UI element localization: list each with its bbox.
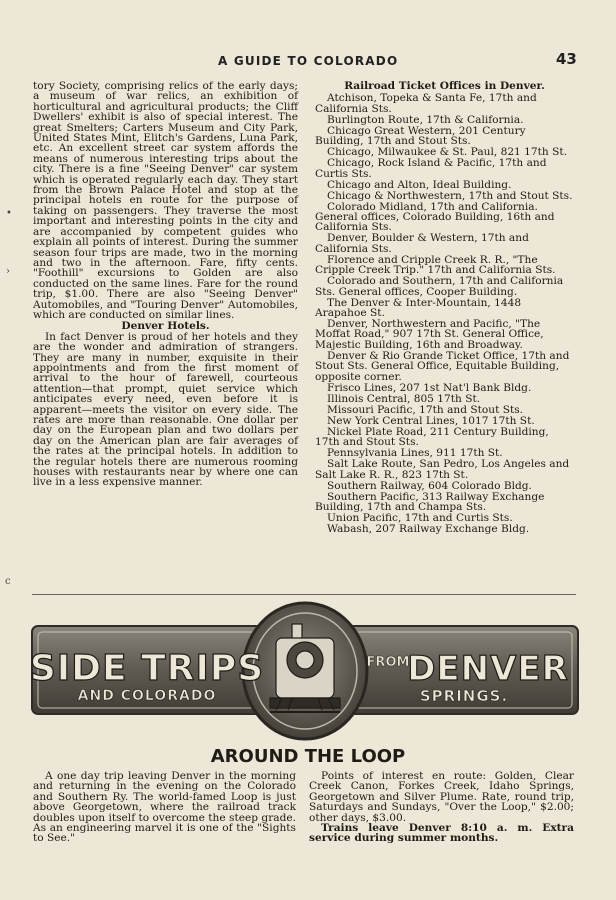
ticket-office-entry: Atchison, Topeka & Santa Fe, 17th and California Sts.: [315, 92, 537, 115]
ticket-office-entry: Salt Lake Route, San Pedro, Los Angeles and Salt Lake R. R., 823 17th St.: [315, 458, 570, 481]
banner-left-sub: AND COLORADO: [77, 688, 217, 704]
ticket-office-entry: Southern Railway, 604 Colorado Bldg.: [327, 479, 532, 492]
ticket-office-entry: Chicago Great Western, 201 Century Building, 17th and Stout Sts.: [315, 124, 526, 148]
right-column: [315, 81, 574, 535]
ticket-office-entry: Chicago and Alton, Ideal Building.: [327, 178, 512, 191]
ticket-office-entry: The Denver & Inter-Mountain, 1448 Arapahoe St.: [315, 296, 522, 320]
margin-mark: c: [5, 576, 11, 587]
ticket-office-entry: Denver, Northwestern and Pacific, "The Moffat Road," 907 17th St. General Office, Majestic Building, 16th and Broadway.: [315, 318, 544, 351]
loop-description: A one day trip leaving Denver in the morning and returning in the evening on the Colorado and Southern Ry. The world-famed Loop is just above Georgetown, where the railroad track doubles upon itself to overcome the steep grade. As an engineering marvel it is one of the "Sights to See.": [33, 770, 296, 845]
around-the-loop-title: AROUND THE LOOP: [210, 746, 406, 767]
ticket-office-entry: Chicago, Rock Island & Pacific, 17th and Curtis Sts.: [315, 157, 547, 180]
left-column: [33, 81, 298, 488]
loop-points-of-interest: Points of interest en route: Golden, Clear Creek Canon, Forkes Creek, Idaho Springs, Georgetown and Silver Plume. Rate, round trip, Saturdays and Sundays, "Over the Loop," $2.00; other days, $3.00.: [309, 770, 574, 824]
ticket-office-entry: Wabash, 207 Railway Exchange Bldg.: [327, 522, 530, 535]
loop-train-schedule: Trains leave Denver 8:10 a. m. Extra service during summer months.: [309, 822, 574, 845]
ticket-office-entry: Chicago & Northwestern, 17th and Stout Sts.: [327, 189, 573, 202]
intro-paragraph: tory Society, comprising relics of the early days; a museum of war relics, an exhibition of horticultural and agricultural products; the Cliff Dwellers' exhibit is also of special interest. The great Smelters; Carters Museum and City Park, United States Mint, Elitch's Gardens, Luna Park, etc. An excellent street car system affords the means of numerous interesting trips about the city. There is a fine "Seeing Denver" car system which is operated regularly each day. They start from the Brown Palace Hotel and stop at the principal hotels en route for the purpose of taking on passengers. They traverse the most important and interesting points in the city and are accompanied by competent guides who explain all points of interest. During the summer season four trips are made, two in the morning and two in the afternoon. Fare, fifty cents. "Foothill" excursions to Golden are also conducted on the same lines. Fare for the round trip, $1.00. There are also "Seeing Denver" Automobiles, and "Touring Denver" Automobiles, which are conducted on similar lines.: [33, 80, 298, 321]
ticket-office-entry: Southern Pacific, 313 Railway Exchange Building, 17th and Champa Sts.: [315, 490, 545, 513]
ticket-office-entry: Florence and Cripple Creek R. R., "The Cripple Creek Trip." 17th and California Sts.: [315, 253, 556, 277]
ticket-office-entry: Pennsylvania Lines, 911 17th St.: [327, 447, 503, 460]
hotels-paragraph: In fact Denver is proud of her hotels and they are the wonder and admiration of strangers. They are many in number, exquisite in their appointments and from the first moment of arrival to the hour of farewell, courteous attention—that prompt, quiet service which anticipates every need, even before it is apparent—meets the visitor on every side. The rates are more than reasonable. One dollar per day on the European plan and two dollars per day on the American plan are fair averages of the rates at the principal hotels. In addition to the regular hotels there are numerous rooming houses with restaurants near by where one can live in a less expensive manner.: [33, 330, 298, 489]
ticket-office-entry: Denver & Rio Grande Ticket Office, 17th and Stout Sts. General Office, Equitable Building, opposite corner.: [315, 349, 570, 383]
ticket-offices-heading: Railroad Ticket Offices in Denver.: [344, 80, 545, 92]
locomotive-headlamp: [296, 651, 314, 669]
margin-mark: ›: [6, 266, 10, 277]
loop-left-column: [33, 771, 296, 844]
ticket-office-entry: Denver, Boulder & Western, 17th and California Sts.: [315, 232, 529, 255]
banner-right-sub: SPRINGS.: [419, 687, 509, 705]
banner-right-main: DENVER: [407, 649, 569, 689]
banner-right-prefix: FROM: [366, 655, 410, 670]
ticket-office-entry: Union Pacific, 17th and Curtis Sts.: [327, 511, 513, 524]
hotels-heading: Denver Hotels.: [121, 320, 210, 333]
ticket-office-entry: Burlington Route, 17th & California.: [327, 113, 524, 126]
ticket-office-entry: New York Central Lines, 1017 17th St.: [327, 414, 535, 427]
ticket-office-entry: Illinois Central, 805 17th St.: [327, 392, 481, 405]
ticket-office-entry: Missouri Pacific, 17th and Stout Sts.: [327, 403, 524, 416]
ticket-office-entry: Chicago, Milwaukee & St. Paul, 821 17th St.: [327, 146, 567, 159]
loop-right-column: [309, 771, 574, 844]
side-trips-banner: [30, 600, 580, 742]
ticket-office-entry: Colorado Midland, 17th and California. General offices, Colorado Building, 16th and California Sts.: [315, 200, 555, 234]
ticket-office-entry: Colorado and Southern, 17th and California Sts. General offices, Cooper Building.: [315, 275, 564, 298]
margin-mark: •: [6, 208, 12, 219]
running-header: A GUIDE TO COLORADO: [218, 54, 399, 68]
section-divider: [32, 594, 576, 595]
ticket-office-entry: Nickel Plate Road, 211 Century Building, 17th and Stout Sts.: [315, 425, 549, 449]
banner-left-main: SIDE TRIPS: [30, 648, 265, 689]
page-number: 43: [556, 50, 577, 68]
ticket-office-entry: Frisco Lines, 207 1st Nat'l Bank Bldg.: [327, 381, 532, 394]
locomotive-pilot: [270, 698, 340, 708]
